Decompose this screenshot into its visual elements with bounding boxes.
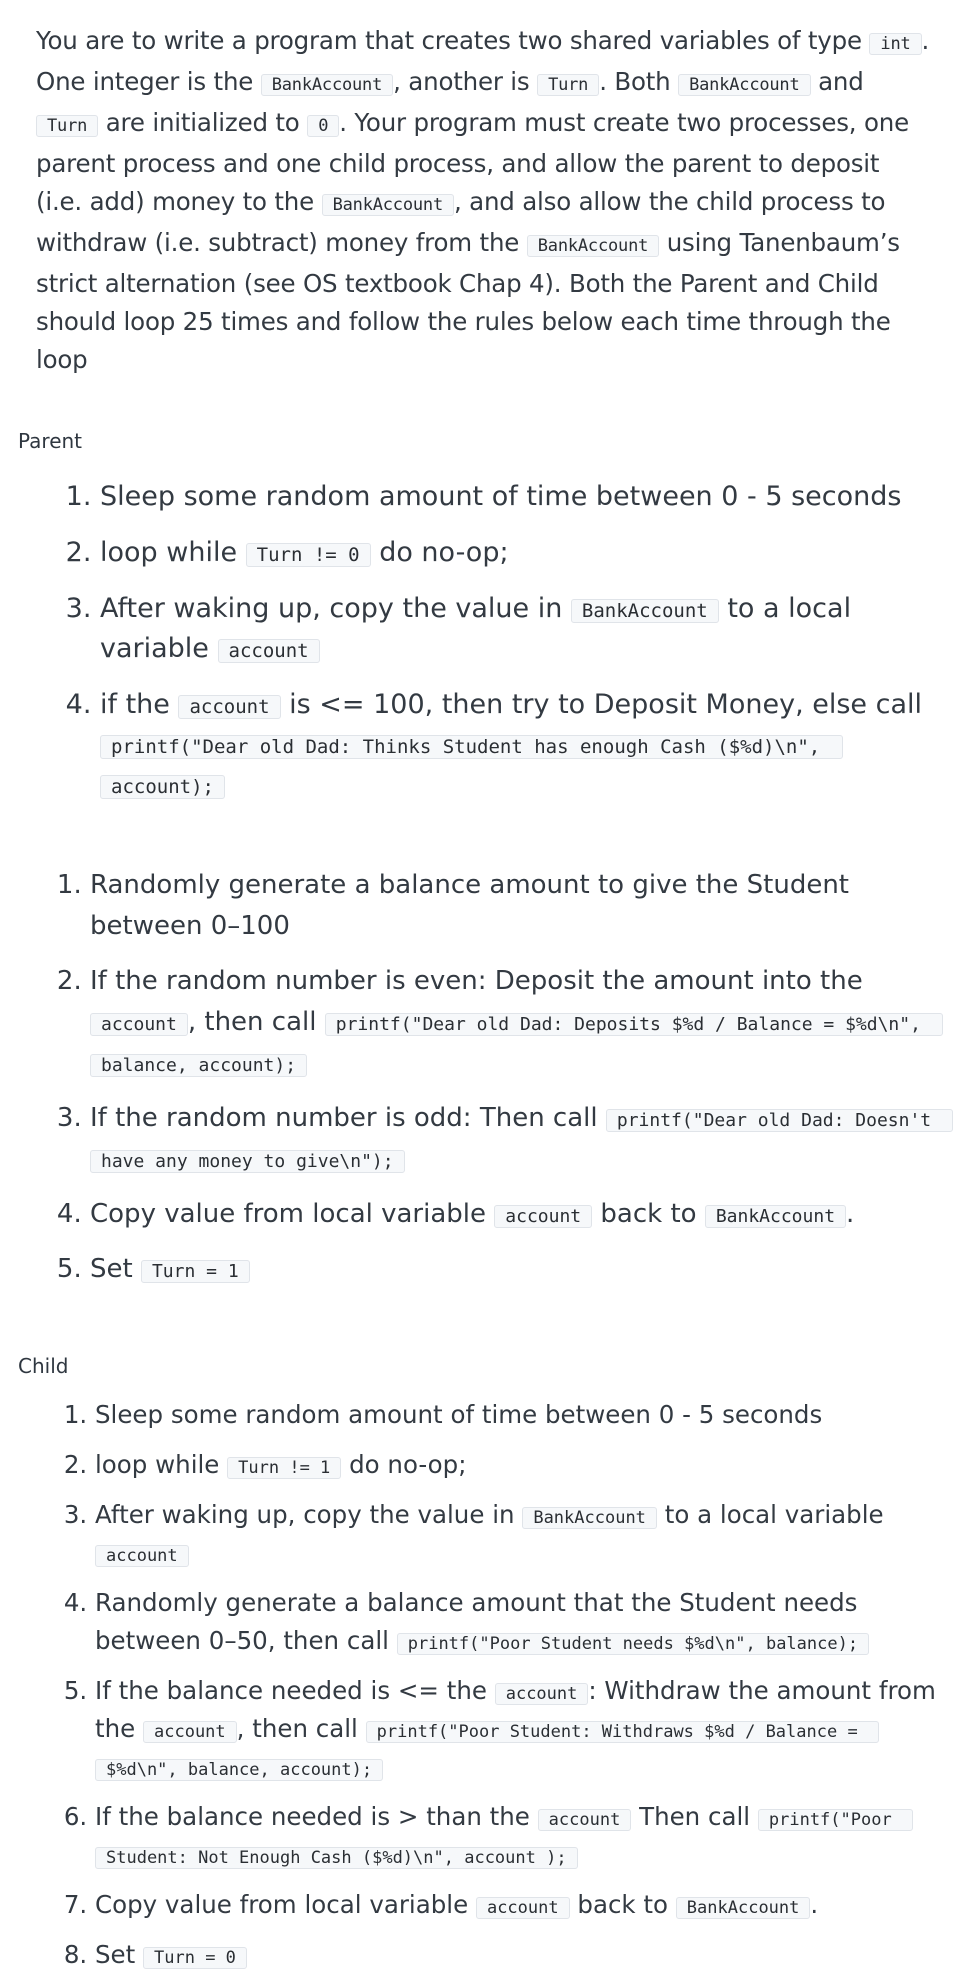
list-item [95,1396,966,1434]
inline-code: printf("Poor Student: Not Enough Cash ($%d)\n", account ); [95,1809,913,1869]
item-text: If the random number is odd: Then call [90,1103,606,1133]
item-text: is <= 100, then try to Deposit Money, else call [280,689,923,720]
intro-text: . Both [599,67,679,96]
item-text: , then call [187,1007,325,1037]
list-item [95,1446,966,1484]
list-item [95,1798,966,1874]
intro-paragraph [0,0,966,379]
intro-text: . Your program must create two processes, one parent process and one child process, and allow the parent to deposit (i.e. add) money to the [36,108,909,216]
item-text: Randomly generate a balance amount that the Student needs between 0–50, then call [95,1588,858,1655]
item-text: Set [90,1254,141,1284]
item-text: , then call [236,1714,366,1743]
list-item [90,961,966,1084]
inline-code: Turn != 1 [227,1457,341,1479]
list-item [90,1098,966,1180]
item-text: do no-op; [370,537,509,568]
inline-code: account [95,1545,189,1567]
list-item [95,1936,966,1974]
list-item [90,865,966,947]
inline-code: printf("Poor Student needs $%d\n", balance); [397,1633,869,1655]
inline-code: BankAccount [261,74,393,96]
inline-code: account [90,1013,188,1036]
item-text: : Withdraw the amount from the [95,1676,936,1743]
list-item [100,589,966,669]
child-steps-list [0,1396,966,1974]
list-item [100,477,966,517]
inline-code: Turn [36,115,98,137]
list-item [90,1194,966,1235]
inline-code: BankAccount [705,1205,846,1228]
inline-code: printf("Dear old Dad: Doesn't have any money to give\n"); [90,1109,953,1173]
inline-code: int [869,33,921,55]
list-item [100,685,966,805]
item-text: Randomly generate a balance amount to give the Student between 0–100 [90,870,850,941]
intro-text: . One integer is the [36,26,930,96]
inline-code: account [178,695,280,719]
intro-text: , another is [393,67,538,96]
intro-text: and [810,67,864,96]
inline-code: BankAccount [676,1897,811,1919]
item-text: do no-op; [341,1450,467,1479]
item-text: to a local variable [656,1500,884,1529]
list-item [95,1496,966,1572]
item-text: Copy value from local variable [90,1199,495,1229]
list-item [90,1249,966,1290]
list-item [95,1672,966,1786]
inline-code: BankAccount [522,1507,657,1529]
item-text: . [810,1890,819,1919]
list-item [100,533,966,573]
inline-code: Turn = 1 [141,1260,250,1283]
inline-code: Turn != 0 [246,543,371,567]
inline-code: account [494,1205,592,1228]
intro-text: using Tanenbaum’s strict alternation (see OS textbook Chap 4). Both the Parent and Child should loop 25 times and follow the rules below each time through the loop [36,228,900,374]
item-text: Copy value from local variable [95,1890,476,1919]
item-text: if the [100,689,179,720]
inline-code: BankAccount [571,599,719,623]
item-text: If the random number is even: Deposit the amount into the [90,966,863,996]
inline-code: account [495,1683,589,1705]
intro-text: are initialized to [98,108,308,137]
item-text: back to [592,1199,705,1229]
item-text: Sleep some random amount of time between 0 - 5 seconds [95,1400,823,1429]
item-text: back to [569,1890,676,1919]
inline-code: Turn [537,74,599,96]
inline-code: BankAccount [322,194,454,216]
inline-code: printf("Dear old Dad: Thinks Student has enough Cash ($%d)\n", account); [100,735,843,799]
item-text: . [846,1199,855,1229]
item-text: If the balance needed is > than the [95,1802,538,1831]
item-text: After waking up, copy the value in [100,593,571,624]
inline-code: account [143,1721,237,1743]
list-item [95,1584,966,1660]
item-text: Then call [631,1802,758,1831]
parent-steps-list [0,477,966,805]
parent-section-label: Parent [18,429,83,453]
inline-code: BankAccount [527,235,659,257]
inline-code: account [218,639,320,663]
inline-code: Turn = 0 [143,1947,247,1969]
inline-code: printf("Poor Student: Withdraws $%d / Balance = $%d\n", balance, account); [95,1721,879,1781]
inline-code: printf("Dear old Dad: Deposits $%d / Balance = $%d\n", balance, account); [90,1013,943,1077]
inline-code: account [538,1809,632,1831]
item-text: Sleep some random amount of time between 0 - 5 seconds [100,481,902,512]
item-text: loop while [100,537,246,568]
item-text: Set [95,1940,144,1969]
intro-text: , and also allow the child process to withdraw (i.e. subtract) money from the [36,187,886,257]
inline-code: account [476,1897,570,1919]
child-section-label: Child [18,1354,69,1378]
item-text: to a local variable [100,593,852,664]
inline-code: BankAccount [678,74,810,96]
inline-code: 0 [307,115,339,137]
item-text: If the balance needed is <= the [95,1676,495,1705]
list-item [95,1886,966,1924]
intro-text: You are to write a program that creates two shared variables of type [36,26,870,55]
item-text: After waking up, copy the value in [95,1500,523,1529]
parent-deposit-steps-list [0,865,966,1290]
item-text: loop while [95,1450,228,1479]
